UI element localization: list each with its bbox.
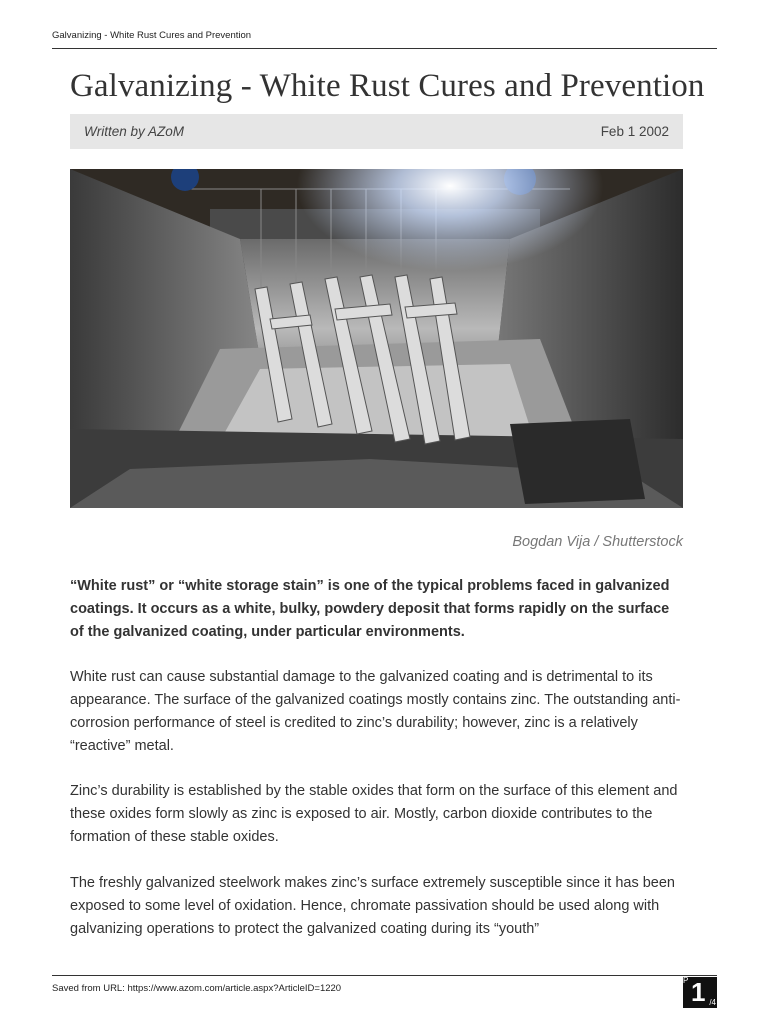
footer-divider bbox=[52, 975, 717, 976]
page-prefix: P bbox=[683, 976, 689, 985]
article-lead: “White rust” or “white storage stain” is one of the typical problems faced in galvanized coatings. It occurs as a white, bulky, powdery deposit that forms rapidly on the surface of the galvanized coating, under particular environments. bbox=[70, 578, 670, 640]
article-paragraph-2: Zinc’s durability is established by the stable oxides that form on the surface of this element and these oxides form slowly as zinc is exposed to air. Mostly, carbon dioxide contributes to the formation of these stable oxides. bbox=[70, 783, 678, 845]
page-total: /4 bbox=[709, 998, 716, 1007]
article-paragraph-3: The freshly galvanized steelwork makes zinc’s surface extremely susceptible since it has been exposed to some level of oxidation. Hence, chromate passivation should be used along with galvanizing operations to protect the galvanized coating during its “youth” bbox=[70, 875, 675, 937]
article-meta-bar bbox=[70, 114, 683, 149]
galvanizing-bath-photo bbox=[70, 169, 683, 508]
article-hero-image bbox=[70, 169, 683, 508]
article-title: Galvanizing - White Rust Cures and Prevention bbox=[70, 68, 705, 104]
running-header: Galvanizing - White Rust Cures and Prevention bbox=[52, 30, 252, 41]
article-author: Written by AZoM bbox=[84, 124, 185, 139]
article-paragraph-1: White rust can cause substantial damage to the galvanized coating and is detrimental to its appearance. The surface of the galvanized coatings mostly contains zinc. The outstanding anti-corrosion performance of steel is credited to zinc’s durability; however, zinc is a relatively “reactive” metal. bbox=[70, 669, 681, 754]
article-date: Feb 1 2002 bbox=[600, 124, 669, 139]
header-divider bbox=[52, 48, 717, 49]
page-indicator bbox=[683, 977, 717, 1008]
saved-from-url: Saved from URL: https://www.azom.com/article.aspx?ArticleID=1220 bbox=[52, 983, 342, 994]
image-caption: Bogdan Vija / Shutterstock bbox=[512, 534, 683, 550]
page-number: 1 bbox=[691, 977, 706, 1007]
